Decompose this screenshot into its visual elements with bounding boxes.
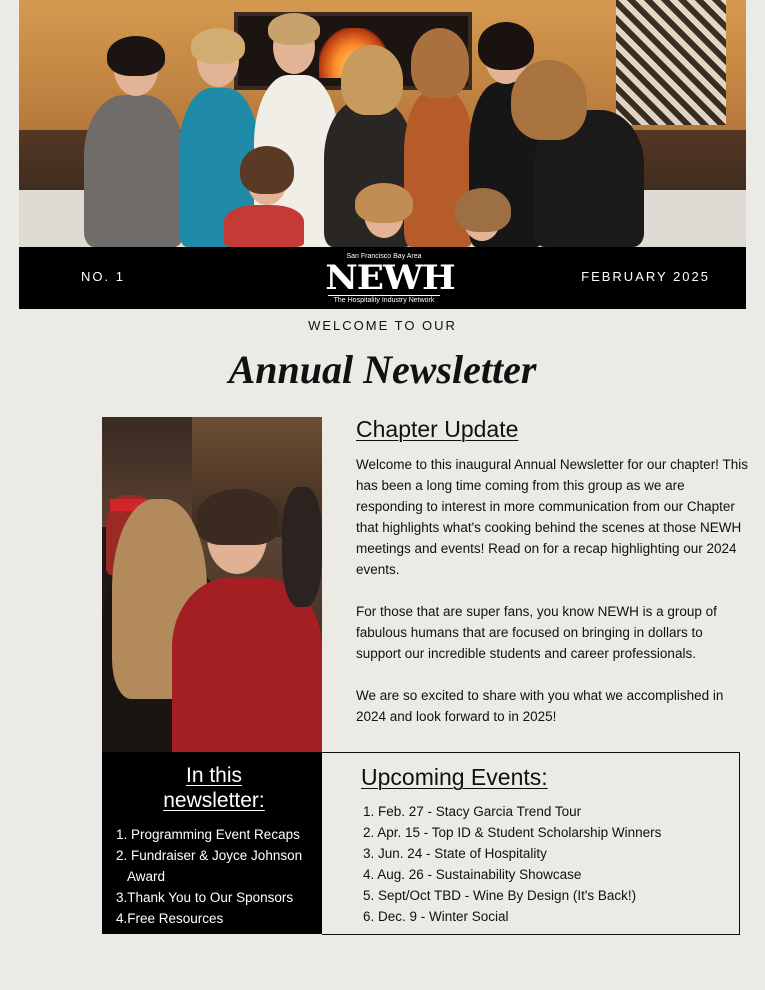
- event-item: 1. Feb. 27 - Stacy Garcia Trend Tour: [363, 804, 582, 819]
- logo-wordmark: NEWH: [325, 258, 455, 298]
- event-item: 2. Apr. 15 - Top ID & Student Scholarship Winners: [363, 825, 662, 840]
- logo-tagline: The Hospitality Industry Network: [328, 295, 440, 305]
- welcome-kicker: WELCOME TO OUR: [308, 318, 457, 333]
- issue-date: FEBRUARY 2025: [581, 269, 710, 284]
- chapter-update-paragraph: We are so excited to share with you what we accomplished in 2024 and look forward to in 2025!: [356, 688, 724, 724]
- masthead-banner: [19, 247, 746, 309]
- event-item: 4. Aug. 26 - Sustainability Showcase: [363, 867, 582, 882]
- contents-item: 3.Thank You to Our Sponsors: [116, 890, 294, 905]
- event-item: 5. Sept/Oct TBD - Wine By Design (It's Back!): [363, 888, 637, 903]
- chapter-update-heading: Chapter Update: [356, 416, 519, 442]
- event-item: 3. Jun. 24 - State of Hospitality: [363, 846, 547, 861]
- upcoming-events-list: [363, 801, 661, 927]
- contents-item: 1. Programming Event Recaps: [116, 827, 300, 842]
- event-item: 6. Dec. 9 - Winter Social: [363, 909, 509, 924]
- contents-item: 2. Fundraiser & Joyce Johnson: [116, 848, 303, 863]
- page-title: Annual Newsletter: [228, 347, 537, 392]
- chapter-update-body: [356, 454, 748, 748]
- issue-number: NO. 1: [81, 269, 125, 284]
- contents-heading-line: In this: [185, 764, 243, 787]
- contents-heading-line: newsletter:: [163, 789, 265, 812]
- newsletter-contents-box: [102, 752, 322, 934]
- newh-logo: [325, 252, 455, 305]
- event-hug-photo: [102, 417, 322, 752]
- contents-item: Award: [127, 869, 166, 884]
- upcoming-events-box: [322, 752, 740, 935]
- chapter-update-paragraph: Welcome to this inaugural Annual Newsletter for our chapter! This has been a long time coming from this group as we are responding to interest in more communication from our Chapter that highlights what's cooking behind the scenes at those NEWH meetings and events! Read on for a recap highlighting our 2024 events.: [356, 457, 748, 577]
- contents-list: [116, 824, 322, 929]
- contents-heading: [102, 763, 326, 813]
- contents-item: 4.Free Resources: [116, 911, 224, 926]
- logo-region: San Francisco Bay Area: [346, 253, 422, 260]
- chapter-update-paragraph: For those that are super fans, you know NEWH is a group of fabulous humans that are focused on bringing in dollars to support our incredible students and career professionals.: [356, 604, 717, 661]
- upcoming-events-heading: Upcoming Events:: [361, 764, 548, 790]
- hero-group-photo: [19, 0, 746, 247]
